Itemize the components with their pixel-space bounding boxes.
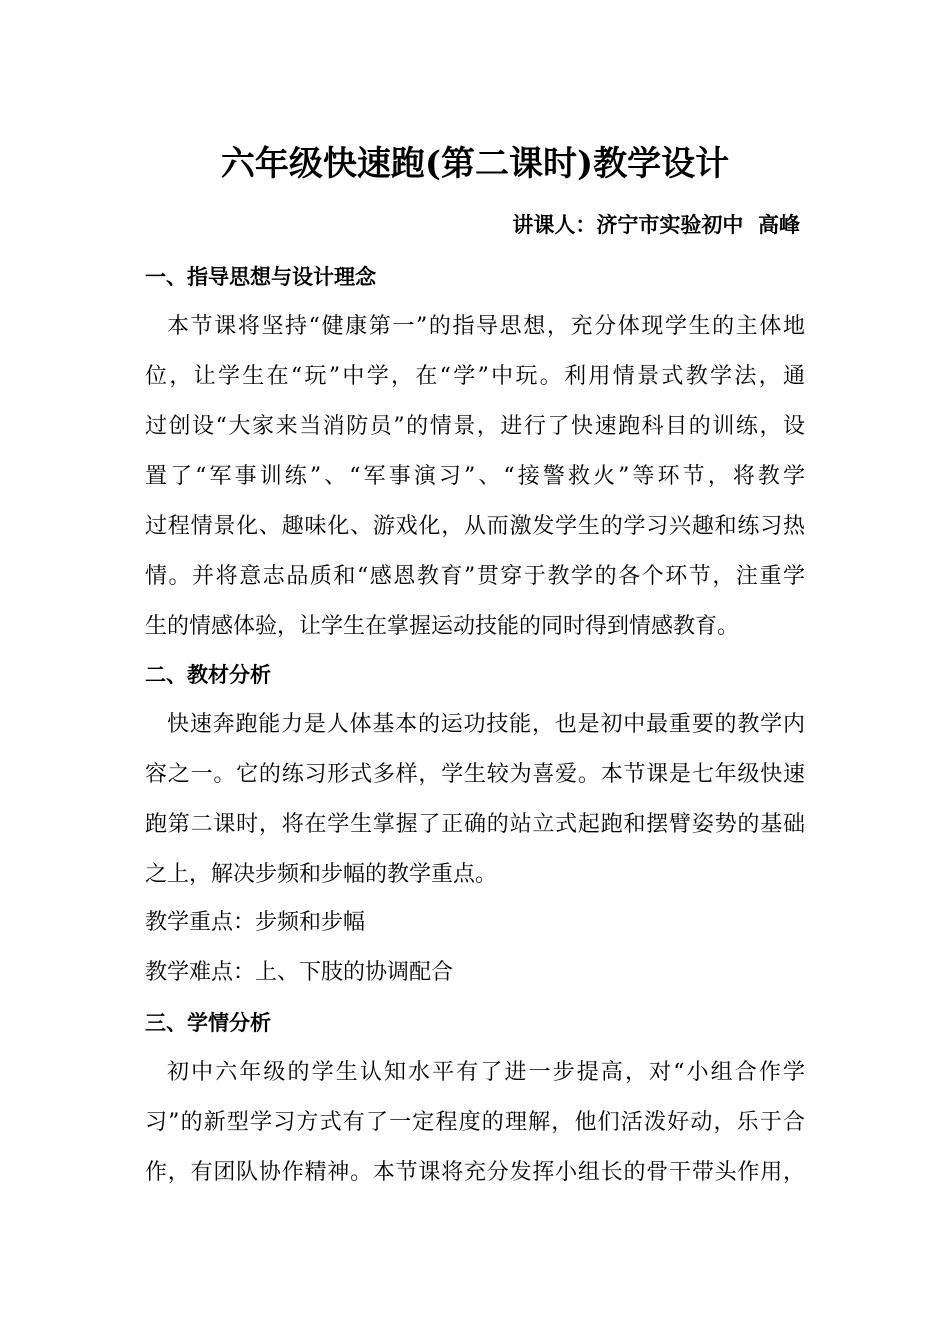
paragraph-line: 过程情景化、趣味化、游戏化，从而激发学生的学习兴趣和练习热 — [145, 514, 805, 539]
paragraph-line: 习”的新型学习方式有了一定程度的理解，他们活泼好动，乐于合 — [145, 1110, 805, 1135]
paragraph-line: 作，有团队协作精神。本节课将充分发挥小组长的骨干带头作用， — [145, 1160, 805, 1185]
paragraph-line: 生的情感体验，让学生在掌握运动技能的同时得到情感教育。 — [145, 614, 740, 639]
paragraph-line: 本节课将坚持“健康第一”的指导思想，充分体现学生的主体地 — [167, 314, 805, 339]
section-paragraph-guiding-ideas — [145, 302, 805, 652]
section-heading-student-analysis: 三、学情分析 — [145, 1010, 271, 1035]
section-paragraph-student-analysis — [145, 1048, 805, 1198]
paragraph-line: 初中六年级的学生认知水平有了进一步提高，对“小组合作学 — [167, 1060, 805, 1085]
section-paragraph-material-analysis — [145, 700, 805, 900]
paragraph-line: 位，让学生在“玩”中学，在“学”中玩。利用情景式教学法，通 — [145, 364, 805, 389]
author-line: 讲课人：济宁市实验初中 高峰 — [512, 212, 800, 237]
paragraph-line: 过创设“大家来当消防员”的情景，进行了快速跑科目的训练，设 — [145, 414, 805, 439]
document-title: 六年级快速跑(第二课时)教学设计 — [220, 144, 730, 184]
paragraph-line: 快速奔跑能力是人体基本的运功技能，也是初中最重要的教学内 — [167, 712, 805, 737]
paragraph-line: 跑第二课时，将在学生掌握了正确的站立式起跑和摆臂姿势的基础 — [145, 812, 805, 837]
paragraph-line: 置了“军事训练”、“军事演习”、“接警救火”等环节，将教学 — [145, 464, 805, 489]
paragraph-line: 情。并将意志品质和“感恩教育”贯穿于教学的各个环节，注重学 — [145, 564, 805, 589]
teaching-difficulty: 教学难点：上、下肢的协调配合 — [145, 960, 454, 985]
section-heading-guiding-ideas: 一、指导思想与设计理念 — [145, 264, 376, 289]
teaching-key-point: 教学重点：步频和步幅 — [145, 910, 366, 935]
paragraph-line: 容之一。它的练习形式多样，学生较为喜爱。本节课是七年级快速 — [145, 762, 805, 787]
section-heading-material-analysis: 二、教材分析 — [145, 662, 271, 687]
paragraph-line: 之上，解决步频和步幅的教学重点。 — [145, 862, 498, 887]
